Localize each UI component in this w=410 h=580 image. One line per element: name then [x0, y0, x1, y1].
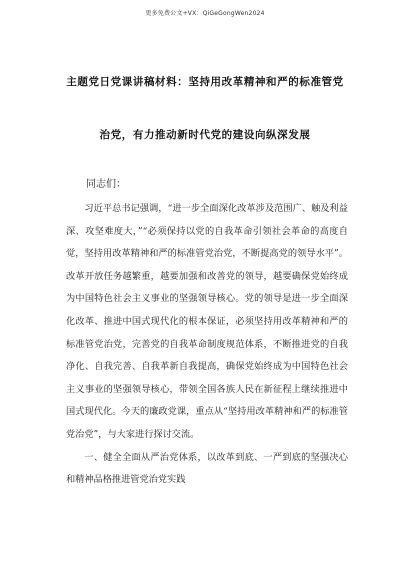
body-paragraph: 习近平总书记强调，“进一步全面深化改革涉及范围广、触及利益深、攻坚难度大，”“必须保持以党的自我革命引领社会革命的高度自觉，坚持用改革精神和严的标准管党治党，不断提高党的领导水平”。改革开放任务越繁重，越要加强和改善党的领导，越要确保党始终成为中国特色社会主义事业的坚强领导核心。党的领导是进一步全面深化改革、推进中国式现代化的根本保证，必须坚持用改革精神和严的标准管党治党，完善党的自我革命制度规范体系，不断推进党的自我净化、自我完善、自我革新自我提高，确保党始终成为中国特色社会主义事业的坚强领导核心，带领全国各族人民在新征程上继续推进中国式现代化。今天的廉政党课，重点从“坚持用改革精神和严的标准管党治党”，与大家进行探讨交流。	[66, 203, 348, 440]
section-heading-paragraph: 一、健全全面从严治党体系，以改革到底、一严到底的坚强决心和精神品格推进管党治党实践	[66, 451, 348, 486]
document-title-line-1: 主题党日党课讲稿材料：坚持用改革精神和严的标准管党	[66, 76, 344, 88]
document-body	[66, 198, 348, 492]
greeting: 同志们：	[86, 179, 126, 190]
document-title-line-2: 治党，有力推动新时代党的建设向纵深发展	[99, 129, 311, 141]
header-note: 更多免费公文+VX：QiGeGongWen2024	[145, 10, 265, 17]
